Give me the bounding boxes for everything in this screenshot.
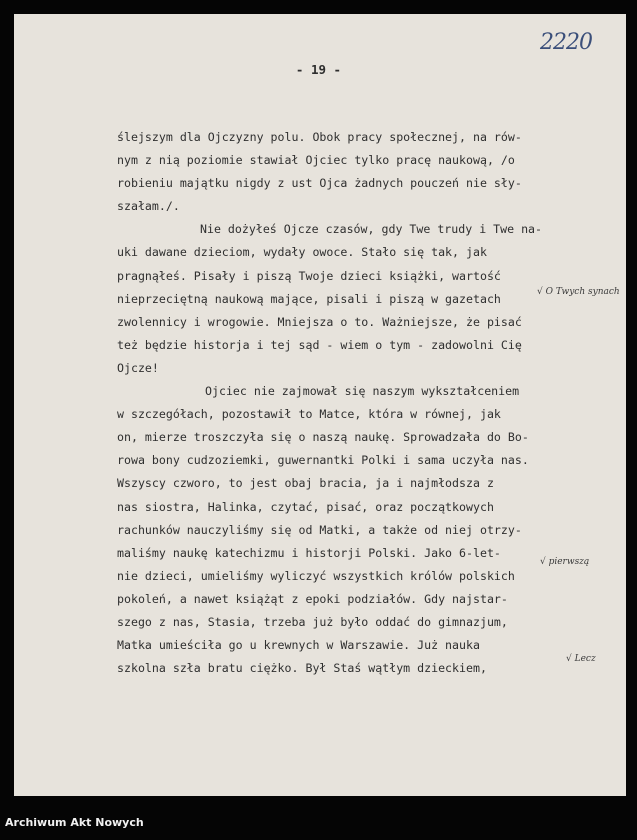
text-line: zwolennicy i wrogowie. Mniejsza o to. Ważniejsze, że pisać <box>117 314 522 329</box>
margin-note: √ pierwszą <box>540 557 590 567</box>
text-line: szałam./. <box>117 199 180 214</box>
text-line: nieprzeciętną naukową mające, pisali i piszą w gazetach <box>117 291 501 306</box>
text-line: nie dzieci, umieliśmy wyliczyć wszystkich królów polskich <box>117 568 515 583</box>
archive-footer-label: Archiwum Akt Nowych <box>5 816 144 829</box>
text-line: Ojciec nie zajmował się naszym wykształceniem <box>205 384 520 399</box>
text-line: Wszyscy czworo, to jest obaj bracia, ja i najmłodsza z <box>117 476 494 491</box>
text-line: też będzie historja i tej sąd - wiem o tym - zadowolni Cię <box>117 337 522 352</box>
text-line: Nie dożyłeś Ojcze czasów, gdy Twe trudy i Twe na- <box>200 222 543 237</box>
text-line: nym z nią poziomie stawiał Ojciec tylko pracę naukową, /o <box>117 153 515 168</box>
text-line: Ojcze! <box>117 360 159 375</box>
text-line: pokoleń, a nawet książąt z epoki podziałów. Gdy najstar- <box>117 591 508 606</box>
page-number: - 19 - <box>295 62 342 77</box>
text-line: ślejszym dla Ojczyzny polu. Obok pracy społecznej, na rów- <box>117 130 522 144</box>
margin-note: √ O Twych synach <box>537 287 620 297</box>
text-line: rowa bony cudzoziemki, guwernantki Polki i sama uczyła nas. <box>117 453 529 468</box>
text-line: nas siostra, Halinka, czytać, pisać, oraz początkowych <box>117 499 494 514</box>
text-line: uki dawane dzieciom, wydały owoce. Stało się tak, jak <box>117 245 487 260</box>
margin-note: √ Lecz <box>566 654 596 664</box>
text-line: szego z nas, Stasia, trzeba już było oddać do gimnazjum, <box>117 614 508 629</box>
text-line: robieniu majątku nigdy z ust Ojca żadnych pouczeń nie sły- <box>117 176 522 191</box>
text-line: w szczegółach, pozostawił to Matce, która w równej, jak <box>117 407 501 422</box>
text-line: on, mierze troszczyła się o naszą naukę. Sprowadzała do Bo- <box>117 430 529 445</box>
text-line: rachunków nauczyliśmy się od Matki, a także od niej otrzy- <box>117 522 522 537</box>
text-line: szkolna szła bratu ciężko. Był Staś wątłym dzieckiem, <box>117 661 487 676</box>
text-line: pragnąłeś. Pisały i piszą Twoje dzieci książki, wartość <box>117 268 501 283</box>
document-body <box>117 126 557 680</box>
text-line: maliśmy naukę katechizmu i historji Polski. Jako 6-let- <box>117 545 501 560</box>
archive-reference-number: 2220 <box>540 30 592 55</box>
text-line: Matka umieściła go u krewnych w Warszawie. Już nauka <box>117 638 480 653</box>
